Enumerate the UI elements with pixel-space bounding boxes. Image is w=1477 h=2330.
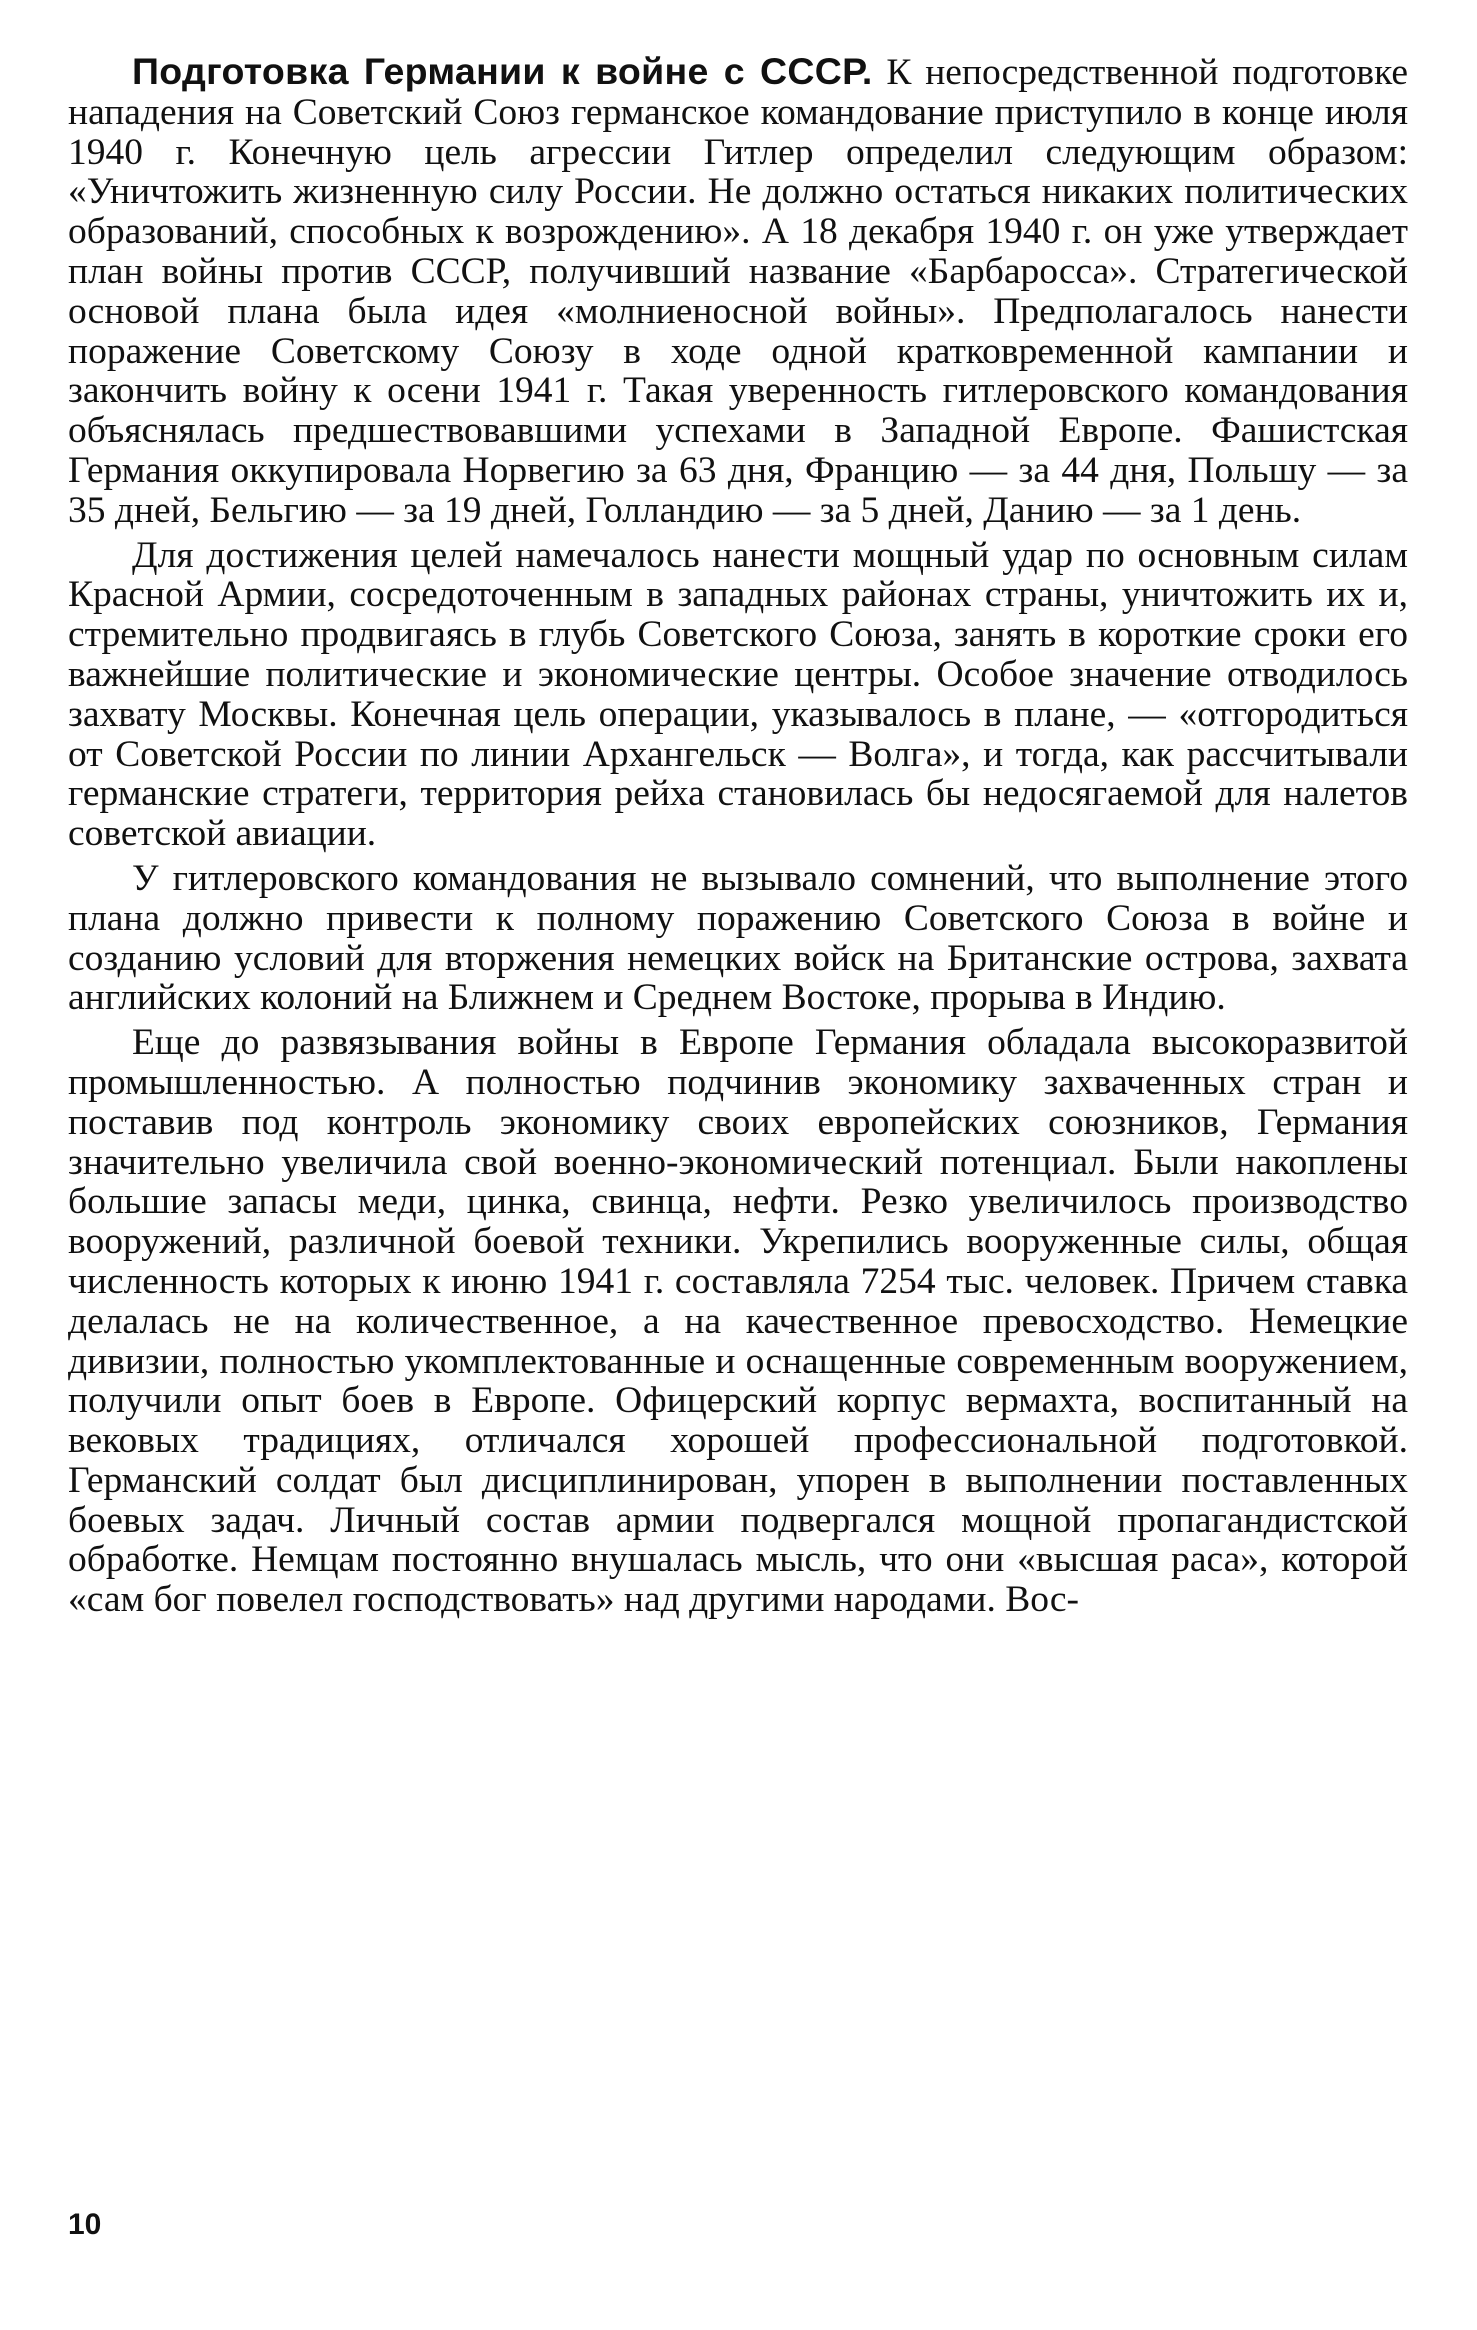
paragraph-3: У гитлеровского командования не вызывало сомнений, что выполнение этого плана должно привести к полному поражению Советского Союза в войне и созданию условий для вторжения немецких войск на Британские острова, захвата английских колоний на Ближнем и Среднем Востоке, прорыва в Индию.	[68, 857, 1408, 1019]
section-heading: Подготовка Германии к войне с СССР.	[132, 50, 873, 92]
paragraph-2: Для достижения целей намечалось нанести мощный удар по основным силам Красной Армии, сосредоточенным в западных районах страны, уничтожить их и, стремительно продвигаясь в глубь Советского Союза, занять в короткие сроки его важнейшие политические и экономические центры. Особое значение отводилось захвату Москвы. Конечная цель операции, указывалось в плане, — «отгородиться от Советской России по линии Архангельск — Волга», и тогда, как рассчитывали германские стратеги, территория рейха становилась бы недосягаемой для налетов советской авиации.	[68, 534, 1408, 855]
body-text	[68, 52, 1408, 1625]
paragraph-4: Еще до развязывания войны в Европе Германия обладала высокоразвитой промышленностью. А полностью подчинив экономику захваченных стран и поставив под контроль экономику своих европейских союзников, Германия значительно увеличила свой военно-экономический потенциал. Были накоплены большие запасы меди, цинка, свинца, нефти. Резко увеличилось производство вооружений, различной боевой техники. Укрепились вооруженные силы, общая численность которых к июню 1941 г. составляла 7254 тыс. человек. Причем ставка делалась не на количественное, а на качественное превосходство. Немецкие дивизии, полностью укомплектованные и оснащенные современным вооружением, получили опыт боев в Европе. Офицерский корпус вермахта, воспитанный на вековых традициях, отличался хорошей профессиональной подготовкой. Германский солдат был дисциплинирован, упорен в выполнении поставленных боевых задач. Личный состав армии подвергался мощной пропагандистской обработке. Немцам постоянно внушалась мысль, что они «высшая раса», которой «сам бог повелел господствовать» над другими народами. Вос-	[68, 1022, 1408, 1621]
paragraph-1-text: К непосредственной подготовке нападения на Советский Союз германское командование приступило в конце июля 1940 г. Конечную цель агрессии Гитлер определил следующим образом: «Уничтожить жизненную силу России. Не должно остаться никаких политических образований, способных к возрождению». А 18 декабря 1940 г. он уже утверждает план войны против СССР, получивший название «Барбаросса». Стратегической основой плана была идея «молниеносной войны». Предполагалось нанести поражение Советскому Союзу в ходе одной кратковременной кампании и закончить войну к осени 1941 г. Такая уверенность гитлеровского командования объяснялась предшествовавшими успехами в Западной Европе. Фашистская Германия оккупировала Норвегию за 63 дня, Францию — за 44 дня, Польшу — за 35 дней, Бельгию — за 19 дней, Голландию — за 5 дней, Данию — за 1 день.	[68, 52, 1408, 531]
page-number: 10	[68, 2208, 102, 2241]
paragraph-1	[68, 52, 1408, 531]
